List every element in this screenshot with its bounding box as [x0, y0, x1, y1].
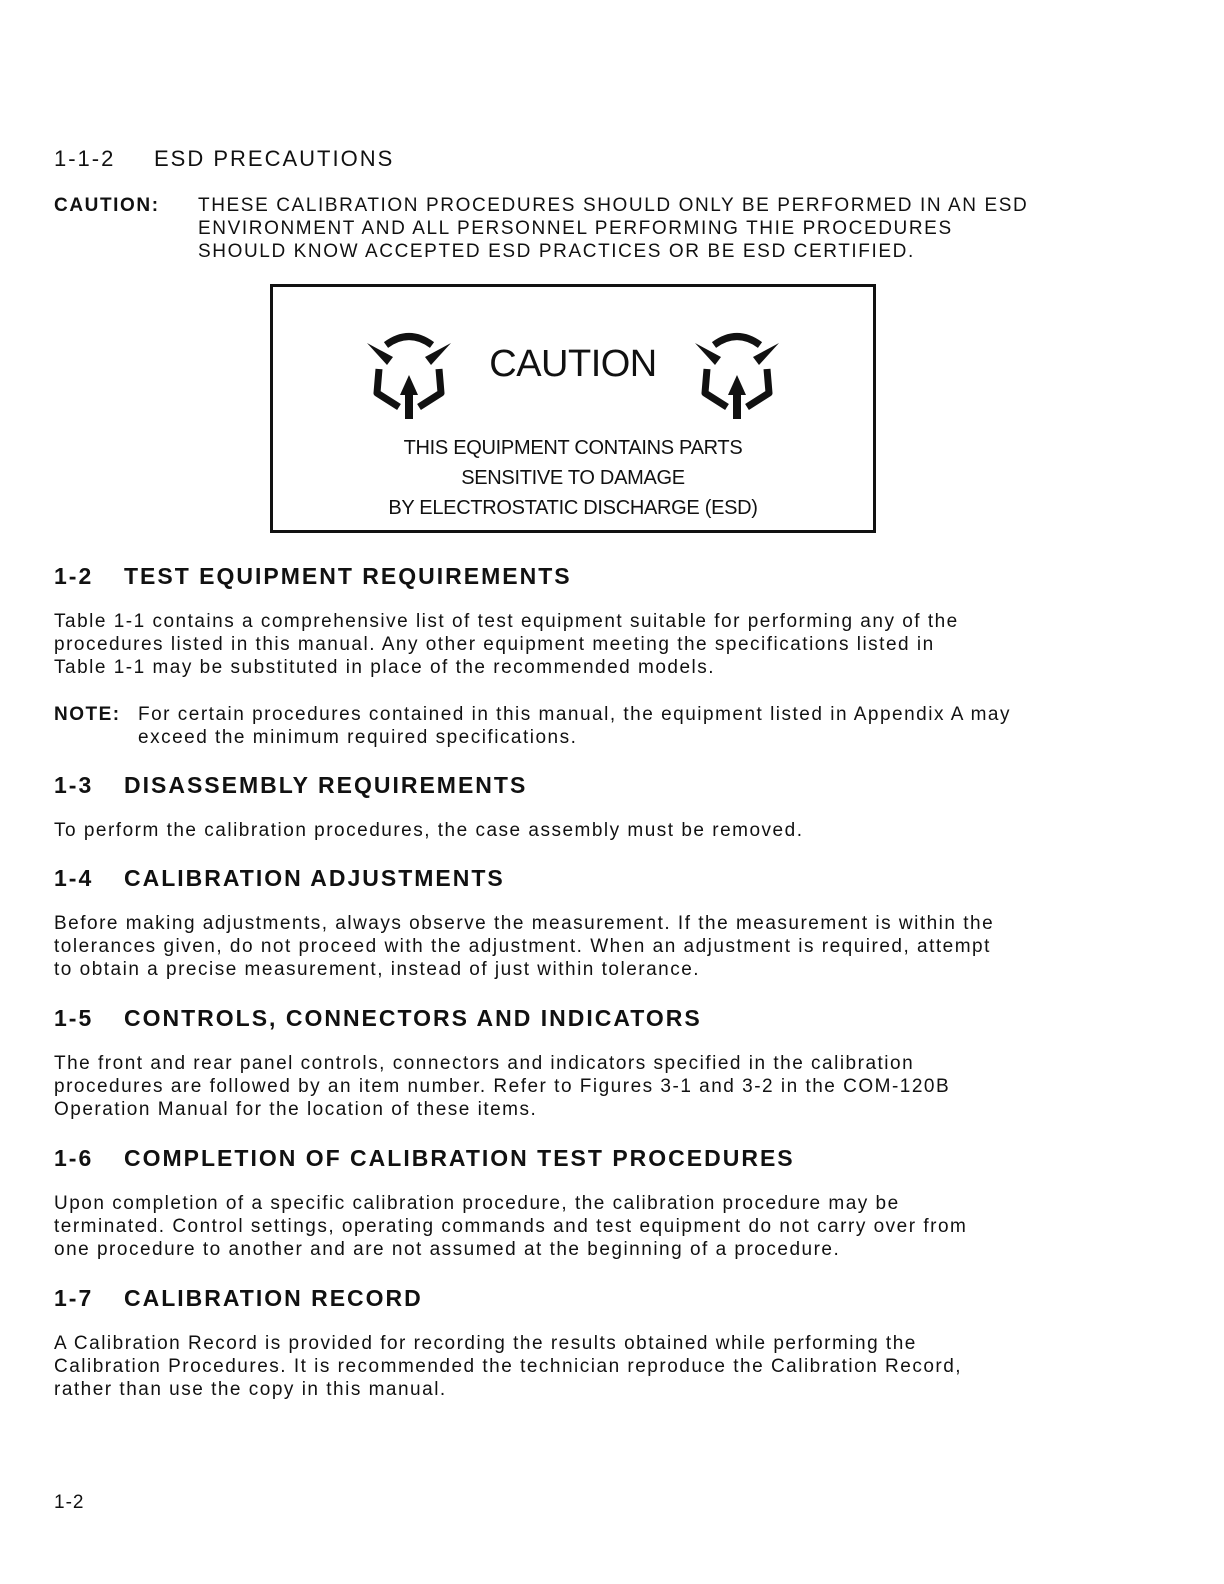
section-body: [54, 1052, 1184, 1121]
section-title: CONTROLS, CONNECTORS AND INDICATORS: [124, 1005, 702, 1031]
body-line: The front and rear panel controls, connectors and indicators specified in the calibration: [54, 1053, 915, 1074]
body-line: procedures listed in this manual. Any other equipment meeting the specifications listed in: [54, 634, 935, 655]
caution-line: SHOULD KNOW ACCEPTED ESD PRACTICES OR BE ESD CERTIFIED.: [198, 241, 915, 262]
body-line: Table 1-1 contains a comprehensive list of test equipment suitable for performing any of the: [54, 611, 959, 632]
esd-warning-text: [273, 433, 873, 523]
section-calibration-adjustments: [54, 865, 1184, 981]
esd-line: BY ELECTROSTATIC DISCHARGE (ESD): [388, 497, 758, 519]
section-heading: [54, 865, 1184, 892]
body-line: A Calibration Record is provided for recording the results obtained while performing the: [54, 1333, 917, 1354]
body-line: one procedure to another and are not assumed at the beginning of a procedure.: [54, 1239, 841, 1260]
body-line: Upon completion of a specific calibration procedure, the calibration procedure may be: [54, 1193, 900, 1214]
note-block: [54, 703, 1184, 749]
section-title: DISASSEMBLY REQUIREMENTS: [124, 772, 528, 798]
section-number: 1-2: [54, 563, 94, 589]
section-calibration-record: [54, 1285, 1184, 1401]
section-heading: [54, 1285, 1184, 1312]
page-number: 1-2: [54, 1492, 85, 1513]
caution-note: [54, 194, 1164, 263]
body-line: rather than use the copy in this manual.: [54, 1379, 447, 1400]
body-line: To perform the calibration procedures, the case assembly must be removed.: [54, 820, 804, 841]
section-body: [54, 1332, 1184, 1401]
body-line: to obtain a precise measurement, instead of just within tolerance.: [54, 959, 701, 980]
section-heading: [54, 1145, 1184, 1172]
section-number: 1-5: [54, 1005, 94, 1031]
subsection-heading: [54, 146, 394, 172]
caution-line: ENVIRONMENT AND ALL PERSONNEL PERFORMING THIE PROCEDURES: [198, 218, 953, 239]
subsection-number: 1-1-2: [54, 146, 116, 171]
body-line: Before making adjustments, always observe the measurement. If the measurement is within the: [54, 913, 995, 934]
esd-caution-title: CAUTION: [489, 343, 657, 385]
section-body: [54, 912, 1184, 981]
section-controls: [54, 1005, 1184, 1121]
subsection-title: ESD PRECAUTIONS: [154, 146, 395, 171]
section-completion: [54, 1145, 1184, 1261]
section-title: TEST EQUIPMENT REQUIREMENTS: [124, 563, 572, 589]
section-number: 1-4: [54, 865, 94, 891]
esd-susceptibility-icon: [687, 323, 787, 423]
note-label: NOTE:: [54, 704, 121, 725]
section-number: 1-3: [54, 772, 94, 798]
body-line: procedures are followed by an item number. Refer to Figures 3-1 and 3-2 in the COM-120B: [54, 1076, 951, 1097]
section-body: [54, 1192, 1184, 1261]
note-line: exceed the minimum required specifications.: [138, 727, 578, 748]
section-title: COMPLETION OF CALIBRATION TEST PROCEDURES: [124, 1145, 795, 1171]
esd-line: SENSITIVE TO DAMAGE: [461, 467, 685, 489]
section-body: [54, 610, 1184, 679]
caution-line: THESE CALIBRATION PROCEDURES SHOULD ONLY BE PERFORMED IN AN ESD: [198, 195, 1029, 216]
section-title: CALIBRATION RECORD: [124, 1285, 423, 1311]
caution-label: CAUTION:: [54, 195, 160, 216]
section-test-equipment: [54, 563, 1184, 679]
note-line: For certain procedures contained in this manual, the equipment listed in Appendix A may: [138, 704, 1011, 725]
section-title: CALIBRATION ADJUSTMENTS: [124, 865, 505, 891]
body-line: Calibration Procedures. It is recommended the technician reproduce the Calibration Record,: [54, 1356, 963, 1377]
body-line: Table 1-1 may be substituted in place of the recommended models.: [54, 657, 716, 678]
section-heading: [54, 1005, 1184, 1032]
section-body: [54, 819, 1184, 842]
section-number: 1-7: [54, 1285, 94, 1311]
section-number: 1-6: [54, 1145, 94, 1171]
esd-line: THIS EQUIPMENT CONTAINS PARTS: [403, 437, 743, 459]
body-line: terminated. Control settings, operating commands and test equipment do not carry over from: [54, 1216, 968, 1237]
section-disassembly: [54, 772, 1184, 842]
body-line: tolerances given, do not proceed with the adjustment. When an adjustment is required, attempt: [54, 936, 991, 957]
esd-warning-box: [270, 284, 876, 533]
body-line: Operation Manual for the location of these items.: [54, 1099, 538, 1120]
section-heading: [54, 563, 1184, 590]
section-heading: [54, 772, 1184, 799]
